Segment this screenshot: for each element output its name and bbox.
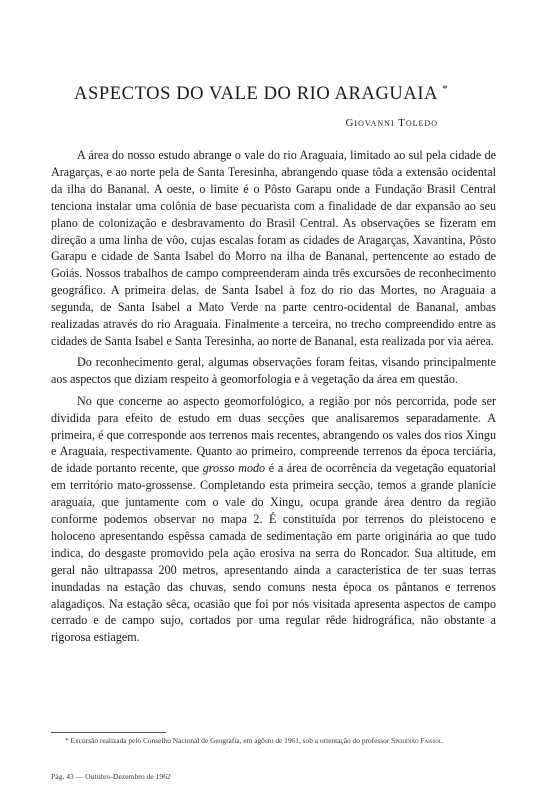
paragraph: Do reconhecimento geral, algumas observações foram feitas, visando principalmente aos aspectos que diziam respeito à geomorfologia e à vegetação da área em questão. (51, 354, 496, 386)
article-title (74, 78, 494, 105)
paragraph: No que concerne ao aspecto geomorfológico, a região por nós percorrida, pode ser dividida para efeito de estudo em duas secções que analisaremos separadamente. A primeira, é que corresponde aos terrenos mais recentes, abrangendo os vales dos rios Xingu e Araguaia, respectivamente. Quanto ao primeiro, compreende terrenos da época terciária, de idade portanto recente, que grosso modo é a área de ocorrência da vegetação equatorial em território mato-grossense. Completando esta primeira secção, temos a grande planície araguaia, que juntamente com o vale do Xingu, ocupa grande área dentro da região conforme podemos observar no mapa 2. É constituída por terrenos do pleistoceno e holoceno apresentando espêssa camada de sedimentação em parte originária ao que tudo indica, do desgaste promovido pela ação erosiva na serra do Roncador. Sua altitude, em geral não ultrapassa 200 metros, apresentando ainda a característica de ter suas terras inundadas na estação das chuvas, sendo comuns nesta época os pântanos e terrenos alagadiços. Na estação sêca, ocasião que foi por nós visitada apresenta aspectos de campo cerrado e de campo sujo, cortados por uma regular rêde hidrográfica, não obstante a rigorosa estiagem. (51, 393, 496, 645)
footnote-divider (51, 732, 166, 733)
footnote (51, 736, 496, 746)
article-body (51, 147, 496, 648)
italic-phrase: grosso modo (202, 461, 266, 476)
article-title-text: ASPECTOS DO VALE DO RIO ARAGUAIA (74, 84, 439, 105)
footnote-text: * Excursão realizada pelo Conselho Nacional de Geografia, em agôsto de 1961, sob a orientação do professor Speridião Faissol. (65, 736, 444, 745)
professor-name: Speridião Faissol (391, 736, 443, 745)
paragraph: A área do nosso estudo abrange o vale do rio Araguaia, limitado ao sul pela cidade de Aragarças, e ao norte pela de Santa Teresinha, abrangendo quase tôda a extensão ocidental da ilha do Bananal. A oeste, o limite é o Pôsto Garapu onde a Fundação Brasil Central tenciona instalar uma colônia de base pecuarista com a finalidade de dar expansão ao seu plano de colonização e desbravamento do Brasil Central. As observações se fizeram em direção a uma linha de vôo, cujas escalas foram as cidades de Aragarças, Xavantina, Pôsto Garapu e cidade de Santa Isabel do Morro na ilha de Bananal, pertencente ao estado de Goiás. Nossos trabalhos de campo compreenderam ainda três excursões de reconhecimento geográfico. A primeira delas, de Santa Isabel à foz do rio das Mortes, no Araguaia a segunda, de Santa Isabel a Mato Verde na parte centro-ocidental de Bananal, ambas realizadas através do rio Araguaia. Finalmente a terceira, no trecho compreendido entre as cidades de Santa Isabel e Santa Teresinha, ao norte de Bananal, esta realizada por via aérea. (51, 148, 496, 348)
footnote-marker: * (442, 83, 449, 95)
author-name: Giovanni Toledo (345, 117, 438, 129)
page-footer: Pág. 43 — Outubro-Dezembro de 1962 (51, 772, 171, 781)
